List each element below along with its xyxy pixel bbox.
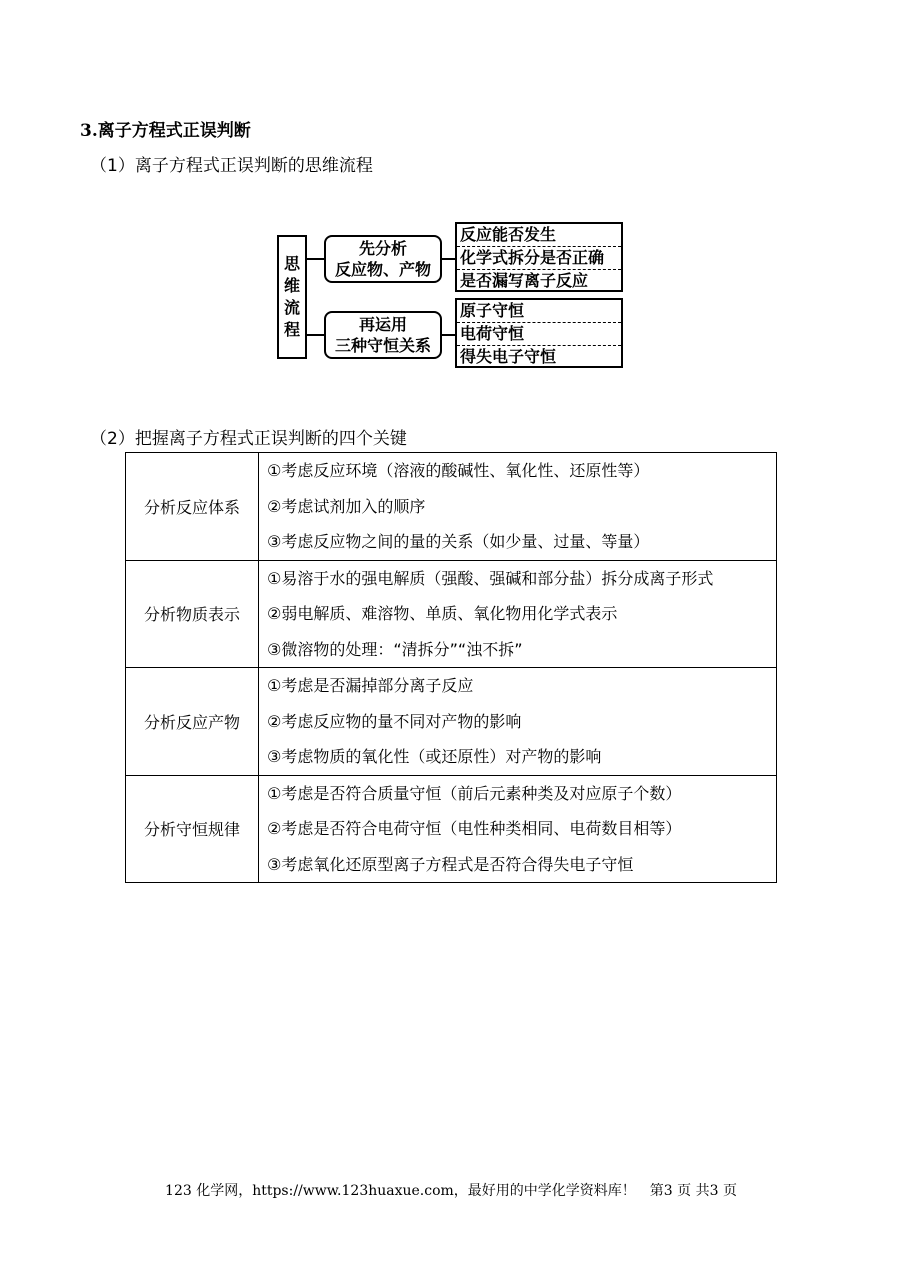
- row-items: [259, 560, 777, 668]
- leaf-item: 是否漏写离子反应: [460, 271, 589, 290]
- row-item: ②考虑试剂加入的顺序: [267, 496, 426, 516]
- thinking-flow-diagram: [277, 222, 627, 372]
- branch-apply-box: [324, 311, 442, 359]
- subheading-keys: （2）把握离子方程式正误判断的四个关键: [90, 429, 407, 449]
- leaf-item: 化学式拆分是否正确: [457, 247, 621, 270]
- leaf-item: 反应能否发生: [457, 224, 621, 247]
- row-category: 分析物质表示: [126, 560, 259, 668]
- row-items: [259, 775, 777, 883]
- leaf-item: 得失电子守恒: [460, 347, 557, 366]
- root-char: 维: [283, 276, 300, 295]
- table-row: [126, 668, 777, 776]
- connector-line: [442, 334, 455, 336]
- four-keys-table: [125, 452, 777, 883]
- page-footer: 123 化学网，https://www.123huaxue.com，最好用的中学化学资料库！ 第3 页 共3 页: [165, 1183, 737, 1199]
- row-item: ①考虑是否漏掉部分离子反应: [267, 676, 474, 695]
- leaf-item: 原子守恒: [457, 300, 621, 323]
- branch-line: 反应物、产物: [334, 260, 431, 279]
- table-row: [126, 453, 777, 561]
- row-category: 分析守恒规律: [126, 775, 259, 883]
- row-item: ③考虑氧化还原型离子方程式是否符合得失电子守恒: [267, 854, 634, 874]
- root-char: 流: [283, 298, 300, 317]
- leaf-item: 电荷守恒: [457, 323, 621, 346]
- connector-line: [307, 258, 324, 260]
- row-item: ③微溶物的处理：“清拆分”“浊不拆”: [267, 639, 523, 659]
- row-item: ①易溶于水的强电解质（强酸、强碱和部分盐）拆分成离子形式: [267, 568, 714, 588]
- row-items: [259, 668, 777, 776]
- root-char: 程: [283, 320, 300, 339]
- connector-line: [307, 334, 324, 336]
- row-item: ③考虑反应物之间的量的关系（如少量、过量、等量）: [267, 532, 650, 551]
- row-item: ③考虑物质的氧化性（或还原性）对产物的影响: [267, 747, 602, 766]
- section-heading: 3.离子方程式正误判断: [80, 121, 251, 141]
- row-item: ①考虑是否符合质量守恒（前后元素种类及对应原子个数）: [267, 783, 682, 803]
- row-item: ②考虑反应物的量不同对产物的影响: [267, 711, 522, 731]
- branch-line: 三种守恒关系: [334, 336, 431, 355]
- subheading-flow: （1）离子方程式正误判断的思维流程: [90, 156, 373, 176]
- row-category: 分析反应体系: [126, 453, 259, 561]
- branch-line: 先分析: [358, 239, 407, 258]
- row-category: 分析反应产物: [126, 668, 259, 776]
- diagram-root-box: [277, 235, 307, 359]
- root-char: 思: [283, 254, 300, 273]
- branch-analyze-box: [324, 235, 442, 283]
- connector-line: [442, 258, 455, 260]
- row-item: ②考虑是否符合电荷守恒（电性种类相同、电荷数目相等）: [267, 819, 682, 838]
- leaf-box-conservation: [455, 298, 623, 368]
- leaf-box-analyze: [455, 222, 623, 292]
- row-item: ②弱电解质、难溶物、单质、氧化物用化学式表示: [267, 604, 618, 623]
- table-row: [126, 775, 777, 883]
- row-item: ①考虑反应环境（溶液的酸碱性、氧化性、还原性等）: [267, 461, 650, 480]
- row-items: [259, 453, 777, 561]
- table-row: [126, 560, 777, 668]
- branch-line: 再运用: [358, 315, 407, 334]
